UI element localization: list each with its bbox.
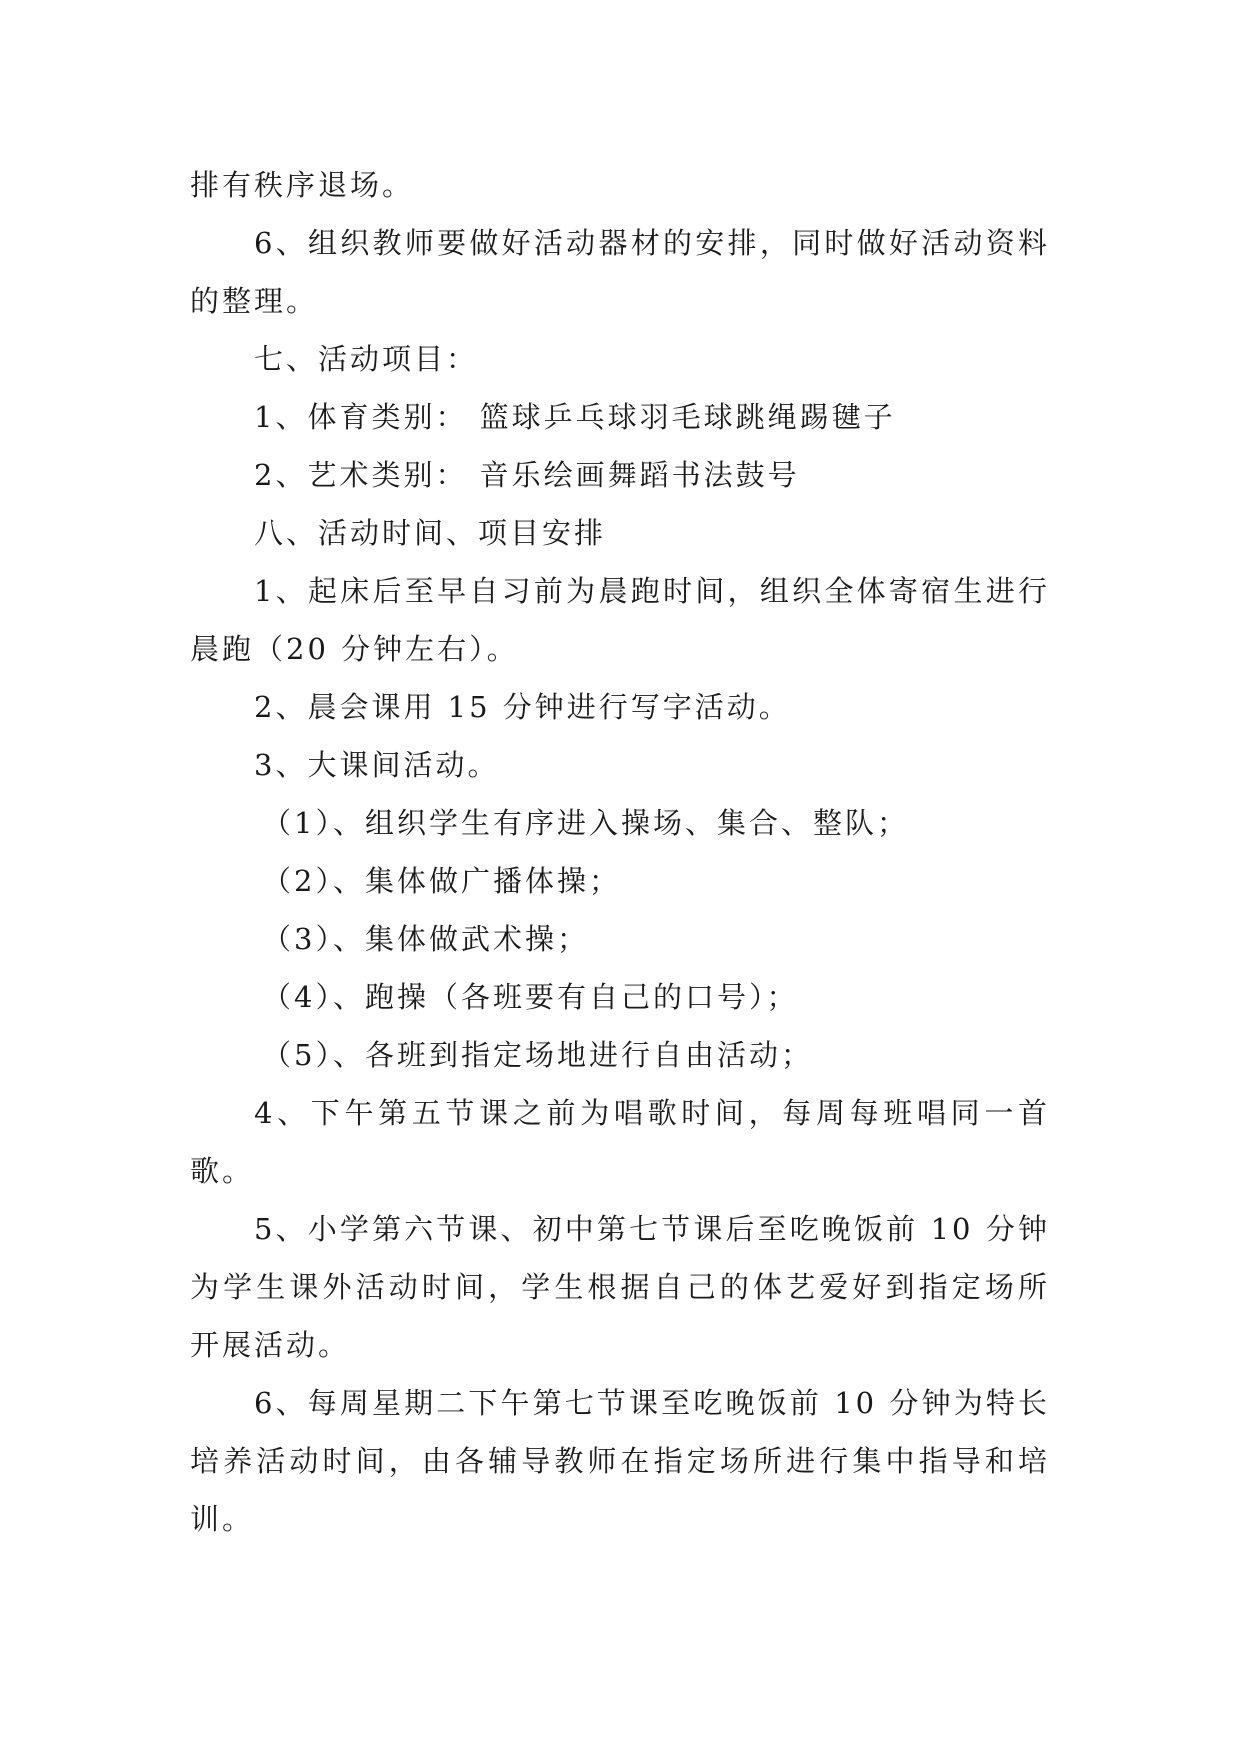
section-heading-schedule: 八、活动时间、项目安排 xyxy=(254,516,607,550)
paragraph-continuation: 排有秩序退场。 xyxy=(190,168,415,202)
paragraph-morning-run: 1、起床后至早自习前为晨跑时间，组织全体寄宿生进行晨跑（20 分钟左右）。 xyxy=(190,574,1050,666)
list-item-running-drill: （4）、跑操（各班要有自己的口号）； xyxy=(262,980,799,1014)
paragraph-writing-activity: 2、晨会课用 15 分钟进行写字活动。 xyxy=(254,690,791,724)
list-item-assemble: （1）、组织学生有序进入操场、集合、整队； xyxy=(262,806,909,840)
paragraph-sports-category: 1、体育类别： 篮球乒乓球羽毛球跳绳踢毽子 xyxy=(254,400,896,434)
paragraph-singing-time: 4、下午第五节课之前为唱歌时间，每周每班唱同一首歌。 xyxy=(190,1096,1050,1188)
list-item-broadcast-exercise: （2）、集体做广播体操； xyxy=(262,864,621,898)
paragraph-arts-category: 2、艺术类别： 音乐绘画舞蹈书法鼓号 xyxy=(254,458,800,492)
list-item-martial-arts: （3）、集体做武术操； xyxy=(262,922,589,956)
paragraph-talent-training: 6、每周星期二下午第七节课至吃晚饭前 10 分钟为特长培养活动时间，由各辅导教师在指定场所进行集中指导和培训。 xyxy=(190,1386,1050,1536)
paragraph-big-break: 3、大课间活动。 xyxy=(254,748,500,782)
paragraph-item-6-equipment: 6、组织教师要做好活动器材的安排，同时做好活动资料的整理。 xyxy=(190,226,1050,318)
list-item-free-activity: （5）、各班到指定场地进行自由活动； xyxy=(262,1038,813,1072)
section-heading-activity-items: 七、活动项目： xyxy=(254,342,479,376)
paragraph-extracurricular: 5、小学第六节课、初中第七节课后至吃晚饭前 10 分钟为学生课外活动时间，学生根据自己的体艺爱好到指定场所开展活动。 xyxy=(190,1212,1050,1362)
